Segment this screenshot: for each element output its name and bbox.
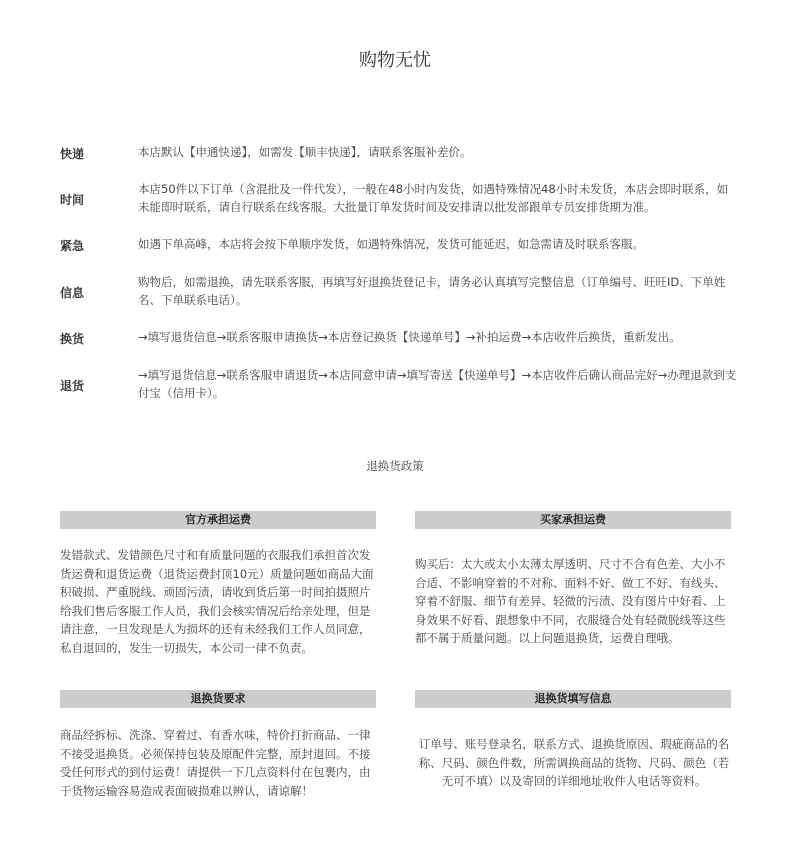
section-text: →填写退货信息→联系客服申请退货→本店同意申请→填写寄送【快递单号】→本店收件后确认商品完好→办理退款到支付宝（信用卡）。 (138, 368, 737, 400)
section-text: →填写退货信息→联系客服申请换货→本店登记换货【快递单号】→补拍运费→本店收件后换货，重新发出。 (138, 330, 681, 344)
buyer-shipping-header: 买家承担运费 (415, 511, 731, 529)
section-text: 购物后，如需退换，请先联系客服，再填写好退换货登记卡，请务必认真填写完整信息（订单编号、旺旺ID、下单姓名、下单联系电话）。 (138, 275, 726, 307)
section-text: 如遇下单高峰，本店将会按下单顺序发货，如遇特殊情况，发货可能延迟，如急需请及时联系客服。 (138, 237, 644, 251)
section-text: 本店50件以下订单（含混批及一件代发），一般在48小时内发货，如遇特殊情况48小时未发货，本店会即时联系，如未能即时联系，请自行联系在线客服。大批量订单发货时间及安排请以批发部跟单专员安排货期为准。 (138, 182, 729, 214)
return-info-header: 退换货填写信息 (415, 690, 731, 708)
official-shipping-header: 官方承担运费 (60, 511, 376, 529)
section-label: 紧急 (60, 239, 85, 253)
buyer-shipping-text: 购买后：太大或太小太薄太厚透明、尺寸不合有色差、大小不合适、不影响穿着的不对称、面料不好、做工不好、有线头、穿着不舒服、细节有差异、轻微的污渍、没有图片中好看、上身效果不好看、跟想象中不同，衣服缝合处有轻微脱线等这些都不属于质量问题。以上问题退换货，运费自理哦。 (415, 557, 726, 645)
page-title: 购物无忧 (359, 50, 431, 71)
official-shipping-text: 发错款式、发错颜色尺寸和有质量问题的衣服我们承担首次发货运费和退货运费（退货运费封顶10元）质量问题如商品大面积破损、严重脱线、顽固污渍，请收到货后第一时间拍摄照片给我们售后客服工作人员，我们会核实情况后给亲处理，但是请注意，一旦发现是人为损坏的还有未经我们工作人员同意，私自退回的，发生一切损失，本公司一律不负责。 (60, 548, 374, 655)
return-requirements-header: 退换货要求 (60, 690, 376, 708)
section-label: 快递 (60, 147, 85, 161)
policy-title: 退换货政策 (366, 459, 424, 473)
section-label: 信息 (60, 286, 85, 300)
return-info-text: 订单号、账号登录名，联系方式、退换货原因、瑕疵商品的名称、尺码、颜色件数，所需调换商品的货物、尺码、颜色（若无可不填）以及寄回的详细地址收件人电话等资料。 (418, 737, 730, 788)
section-label: 换货 (60, 332, 85, 346)
section-label: 时间 (60, 193, 85, 207)
section-text: 本店默认【申通快递】，如需发【顺丰快递】，请联系客服补差价。 (138, 145, 472, 159)
return-requirements-text: 商品经拆标、洗涤、穿着过、有香水味，特价打折商品、一律不接受退换货。必须保持包装及原配件完整，原封退回。不接受任何形式的到付运费！请提供一下几点资料付在包裹内，由于货物运输容易造成表面破损难以辨认，请谅解！ (60, 728, 371, 798)
section-label: 退货 (60, 379, 85, 393)
